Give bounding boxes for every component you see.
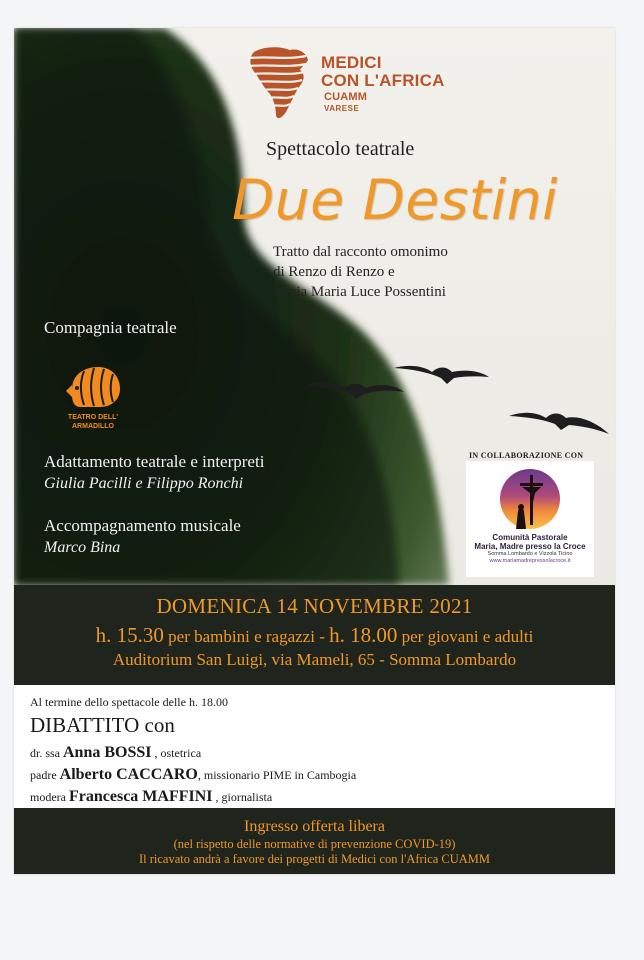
event-times bbox=[14, 623, 615, 648]
speaker1-role: , ostetrica bbox=[151, 746, 202, 760]
footer-band bbox=[14, 808, 615, 874]
collaboration-label: IN COLLABORAZIONE CON bbox=[469, 451, 584, 460]
collaboration-sub-line: Somma Lombardo e Vizzola Ticino bbox=[487, 551, 573, 557]
moderator-prefix: modera bbox=[30, 790, 69, 804]
event-poster bbox=[14, 28, 615, 874]
show-kicker: Spettacolo teatrale bbox=[266, 138, 415, 160]
collaboration-name bbox=[466, 533, 594, 551]
debate-moderator bbox=[30, 788, 272, 806]
event-time2: h. 18.00 bbox=[329, 623, 398, 647]
covid-note: (nel rispetto delle normative di prevenzione COVID-19) bbox=[173, 837, 456, 851]
event-time1: h. 15.30 bbox=[95, 623, 164, 647]
debate-speaker-2 bbox=[30, 766, 356, 784]
collaboration-name-line1: Comunità Pastorale bbox=[492, 533, 568, 542]
event-details-band bbox=[14, 585, 615, 685]
adaptation-credit bbox=[44, 451, 264, 495]
organizer-line1: MEDICI bbox=[321, 53, 382, 72]
collaboration-sub bbox=[466, 551, 594, 565]
armadillo-icon bbox=[58, 363, 128, 413]
organizer-line2: CON L'AFRICA bbox=[321, 71, 445, 90]
organizer-name bbox=[321, 54, 445, 114]
event-audience1: per bambini e ragazzi - bbox=[163, 627, 330, 646]
event-date: DOMENICA 14 NOVEMBRE 2021 bbox=[156, 594, 473, 618]
company-label: Compagnia teatrale bbox=[44, 318, 177, 337]
moderator-role: , giornalista bbox=[212, 790, 273, 804]
music-name: Marco Bina bbox=[44, 539, 121, 556]
company-logo-line2: ARMADILLO bbox=[72, 423, 114, 430]
collaboration-url: www.mariamadrepressolacroce.it bbox=[489, 558, 571, 564]
collaboration-name-line2: Maria, Madre presso la Croce bbox=[474, 542, 586, 551]
debate-heading: DIBATTITO con bbox=[30, 713, 175, 737]
debate-intro: Al termine dello spettacole delle h. 18.00 bbox=[30, 695, 228, 709]
poster-hero bbox=[14, 28, 615, 585]
speaker2-role: , missionario PIME in Cambogia bbox=[197, 768, 357, 782]
africa-map-icon bbox=[246, 42, 318, 122]
organizer-line4: VARESE bbox=[324, 104, 360, 113]
source-line3: Sonia Maria Luce Possentini bbox=[273, 284, 446, 300]
event-venue: Auditorium San Luigi, via Mameli, 65 - Somma Lombardo bbox=[112, 650, 517, 669]
adaptation-names: Giulia Pacilli e Filippo Ronchi bbox=[44, 475, 244, 492]
debate-speaker-1 bbox=[30, 744, 201, 762]
speaker2-prefix: padre bbox=[30, 768, 60, 782]
speaker1-name: Anna BOSSI bbox=[63, 744, 152, 761]
moderator-name: Francesca MAFFINI bbox=[68, 788, 213, 805]
company-logo-line1: TEATRO DELL' bbox=[67, 414, 119, 421]
company-logo-text bbox=[58, 413, 128, 431]
crucifix-sunset-icon bbox=[496, 467, 564, 531]
music-label: Accompagnamento musicale bbox=[44, 516, 241, 535]
collaboration-logo bbox=[466, 461, 594, 577]
organizer-line3: CUAMM bbox=[324, 91, 368, 103]
entry-text: Ingresso offerta libera bbox=[244, 818, 385, 835]
source-line2: di Renzo di Renzo e bbox=[273, 264, 395, 280]
speaker2-name: Alberto CACCARO bbox=[59, 766, 198, 783]
show-title: Due Destini bbox=[232, 168, 558, 232]
adaptation-label: Adattamento teatrale e interpreti bbox=[44, 452, 265, 471]
debate-section bbox=[14, 685, 615, 808]
source-line1: Tratto dal racconto omonimo bbox=[273, 244, 448, 260]
company-logo bbox=[58, 363, 128, 443]
event-audience2: per giovani e adulti bbox=[397, 627, 534, 646]
organizer-logo bbox=[246, 42, 466, 132]
music-credit bbox=[44, 515, 241, 559]
proceeds-note: Il ricavato andrà a favore dei progetti di Medici con l'Africa CUAMM bbox=[138, 852, 491, 866]
show-source bbox=[273, 242, 448, 302]
speaker1-prefix: dr. ssa bbox=[30, 746, 63, 760]
